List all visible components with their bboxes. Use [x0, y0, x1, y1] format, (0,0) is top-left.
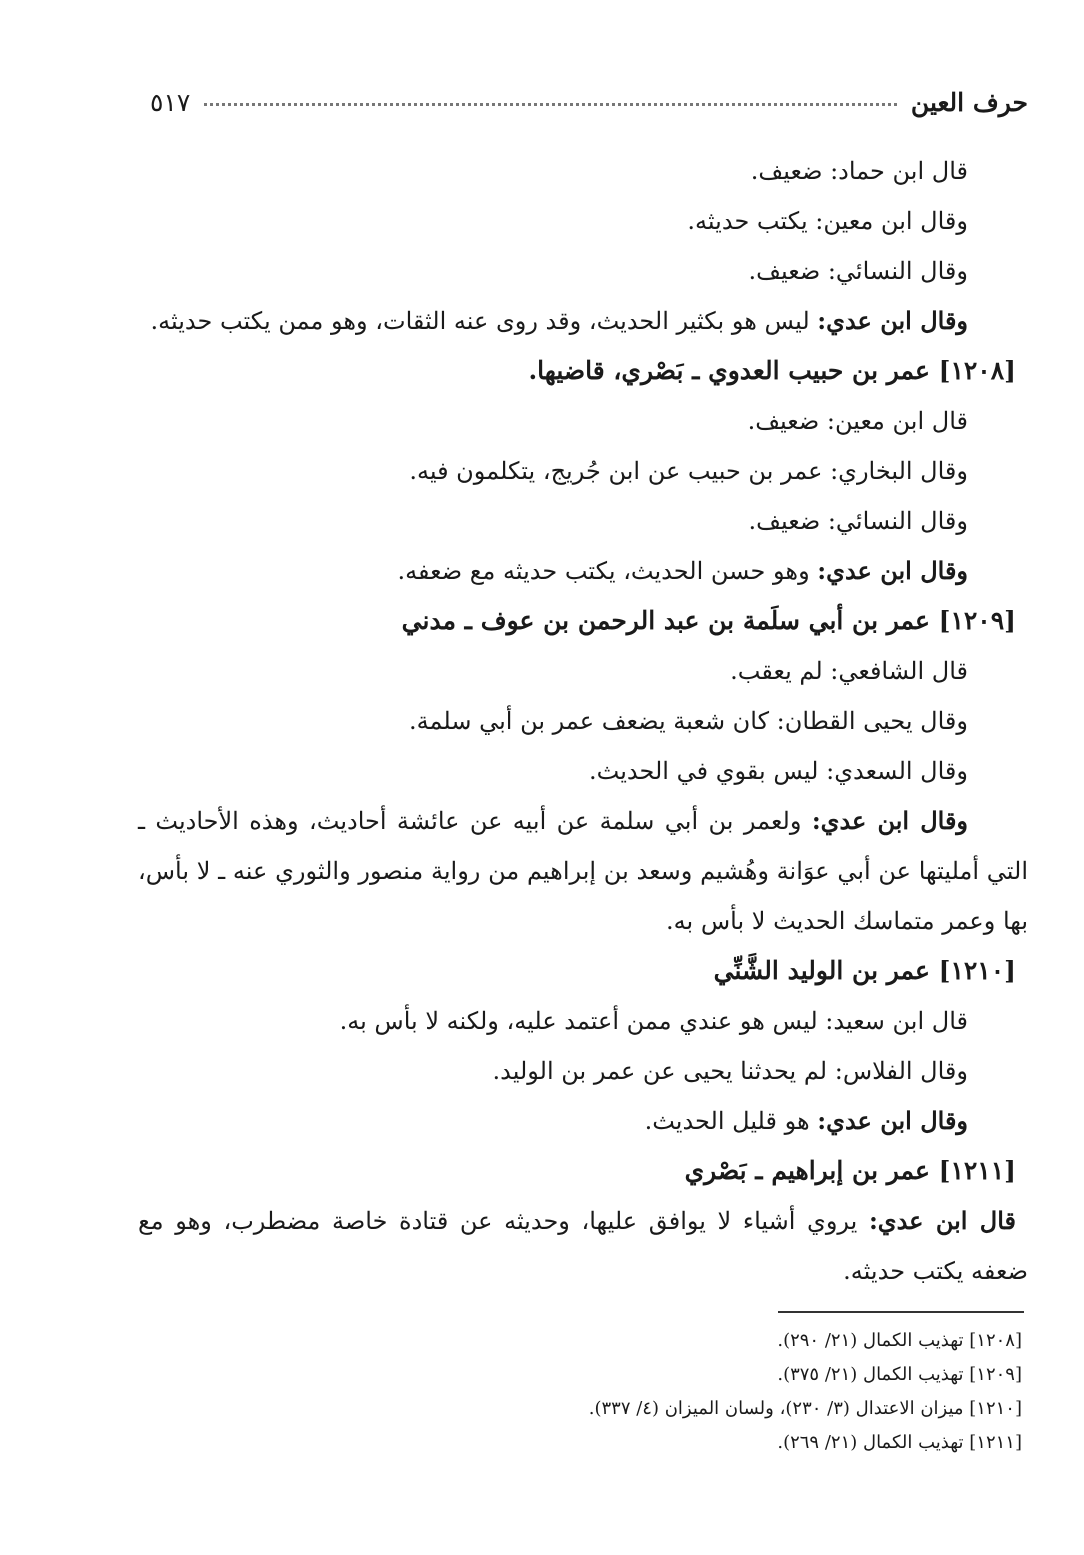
text-line: وقال النسائي: ضعيف.	[748, 257, 968, 285]
footnotes	[200, 1324, 1022, 1460]
page-number: ٥١٧	[150, 87, 191, 117]
header-dotted-rule	[204, 103, 897, 106]
text-line: قال ابن معين: ضعيف.	[747, 407, 968, 435]
text-line	[138, 1096, 1028, 1146]
speaker-label: وقال ابن عدي:	[817, 306, 968, 335]
running-header	[150, 84, 1028, 120]
text-line: قال ابن سعيد: ليس هو عندي ممن أعتمد عليه، ولكنه لا بأس به.	[339, 1007, 968, 1035]
quote-text: هو قليل الحديث.	[644, 1107, 818, 1135]
paragraph	[138, 796, 1028, 946]
text-line: وقال الفلاس: لم يحدثنا يحيى عن عمر بن الوليد.	[492, 1057, 968, 1085]
speaker-label: وقال ابن عدي:	[811, 806, 969, 835]
main-text	[138, 146, 1028, 1296]
quote-text: ليس هو بكثير الحديث، وقد روى عنه الثقات، وهو ممن يكتب حديثه.	[150, 307, 818, 335]
text-line: وقال البخاري: عمر بن حبيب عن ابن جُريج، يتكلمون فيه.	[409, 457, 968, 485]
text-line: وقال ابن معين: يكتب حديثه.	[687, 207, 968, 235]
quote-text: يروي أشياء لا يوافق عليها، وحديثه عن قتادة خاصة مضطرب، وهو مع ضعفه يكتب حديثه.	[138, 1207, 1028, 1285]
entry-heading: [١٢١١] عمر بن إبراهيم ـ بَصْري	[684, 1156, 1016, 1185]
text-line: قال الشافعي: لم يعقب.	[730, 657, 968, 685]
footnote: [١٢٠٨] تهذيب الكمال (٢١/ ٢٩٠).	[777, 1330, 1022, 1351]
footnote: [١٢١٠] ميزان الاعتدال (٣/ ٢٣٠)، ولسان الميزان (٤/ ٣٣٧).	[588, 1398, 1022, 1419]
text-line: وقال السعدي: ليس بقوي في الحديث.	[589, 757, 968, 785]
entry-heading: [١٢١٠] عمر بن الوليد الشَّنِّي	[713, 956, 1016, 985]
footnote-separator	[778, 1311, 1024, 1313]
text-line	[138, 546, 1028, 596]
text-line	[138, 296, 1028, 346]
quote-text: ولعمر بن أبي سلمة عن أبيه عن عائشة أحاديث، وهذه الأحاديث ـ التي أمليتها عن أبي عوَانة وهُشيم وسعد بن إبراهيم من رواية منصور والثوري عنه ـ لا بأس، بها وعمر متماسك الحديث لا بأس به.	[138, 807, 1028, 935]
paragraph	[138, 1196, 1028, 1296]
footnote: [١٢٠٩] تهذيب الكمال (٢١/ ٣٧٥).	[777, 1364, 1022, 1385]
text-line: وقال النسائي: ضعيف.	[748, 507, 968, 535]
quote-text: وهو حسن الحديث، يكتب حديثه مع ضعفه.	[397, 557, 818, 585]
chapter-title: حرف العين	[910, 87, 1028, 117]
speaker-label: قال ابن عدي:	[868, 1206, 1016, 1235]
footnote: [١٢١١] تهذيب الكمال (٢١/ ٢٦٩).	[777, 1432, 1022, 1453]
text-line: قال ابن حماد: ضعيف.	[750, 157, 968, 185]
speaker-label: وقال ابن عدي:	[817, 556, 968, 585]
entry-heading: [١٢٠٨] عمر بن حبيب العدوي ـ بَصْري، قاضيها.	[528, 356, 1016, 385]
speaker-label: وقال ابن عدي:	[817, 1106, 968, 1135]
text-line: وقال يحيى القطان: كان شعبة يضعف عمر بن أبي سلمة.	[409, 707, 968, 735]
entry-heading: [١٢٠٩] عمر بن أبي سلَمة بن عبد الرحمن بن عوف ـ مدني	[401, 606, 1016, 635]
